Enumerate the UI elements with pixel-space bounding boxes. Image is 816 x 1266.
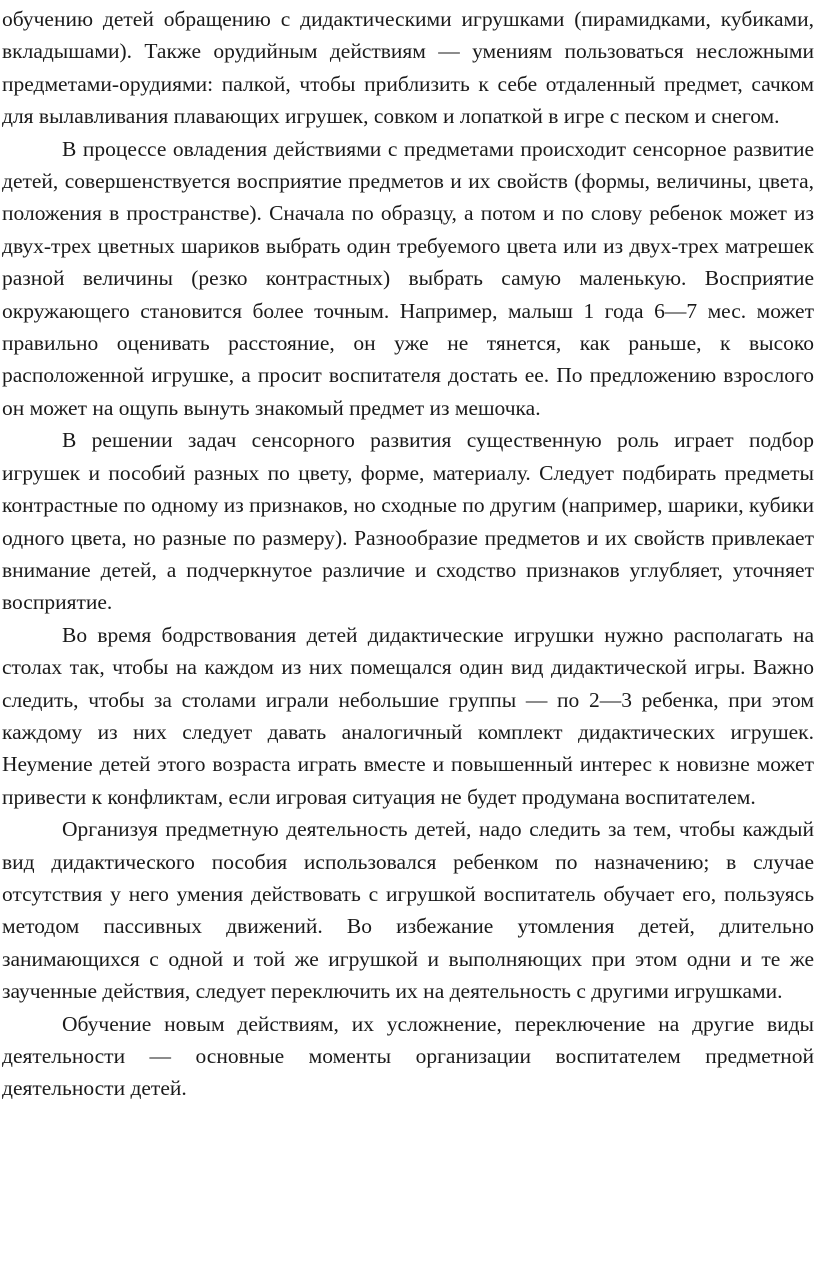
- paragraph-1: обучению детей обращению с дидактическими игрушками (пирамидками, кубиками, вкладышами). Также орудийным действиям — умениям пользоваться несложными предметами-орудиями: палкой, чтобы приблизить к себе отдаленный предмет, сачком для вылавливания плавающих игрушек, совком и лопаткой в игре с песком и снегом.: [2, 7, 814, 129]
- paragraph-6: Обучение новым действиям, их усложнение, переключение на другие виды деятельности — основные моменты организации воспитателем предметной деятельности детей.: [2, 1011, 814, 1101]
- paragraph-5: Организуя предметную деятельность детей, надо следить за тем, чтобы каждый вид дидактического пособия использовался ребенком по назначению; в случае отсутствия у него умения действовать с игрушкой воспитатель обучает его, пользуясь методом пассивных движений. Во избежание утомления детей, длительно занимающихся с одной и той же игрушкой и выполняющих при этом одни и те же заученные действия, следует переключить их на деятельность с другими игрушками.: [2, 817, 814, 1004]
- paragraph-4: Во время бодрствования детей дидактические игрушки нужно располагать на столах так, чтобы на каждом из них помещался один вид дидактической игры. Важно следить, чтобы за столами играли небольшие группы — по 2—3 ребенка, при этом каждому из них следует давать аналогичный комплект дидактических игрушек. Неумение детей этого возраста играть вместе и повышенный интерес к новизне может привести к конфликтам, если игровая ситуация не будет продумана воспитателем.: [2, 622, 814, 809]
- paragraph-2: В процессе овладения действиями с предметами происходит сенсорное развитие детей, совершенствуется восприятие предметов и их свойств (формы, величины, цвета, положения в пространстве). Сначала по образцу, а потом и по слову ребенок может из двух-трех цветных шариков выбрать один требуемого цвета или из двух-трех матрешек разной величины (резко контрастных) выбрать самую маленькую. Восприятие окружающего становится более точным. Например, малыш 1 года 6—7 мес. может правильно оценивать расстояние, он уже не тянется, как раньше, к высоко расположенной игрушке, а просит воспитателя достать ее. По предложению взрослого он может на ощупь вынуть знакомый предмет из мешочка.: [2, 136, 814, 420]
- paragraph-3: В решении задач сенсорного развития существенную роль играет подбор игрушек и пособий разных по цвету, форме, материалу. Следует подбирать предметы контрастные по одному из признаков, но сходные по другим (например, шарики, кубики одного цвета, но разные по размеру). Разнообразие предметов и их свойств привлекает внимание детей, а подчеркнутое различие и сходство признаков углубляет, уточняет восприятие.: [2, 428, 814, 615]
